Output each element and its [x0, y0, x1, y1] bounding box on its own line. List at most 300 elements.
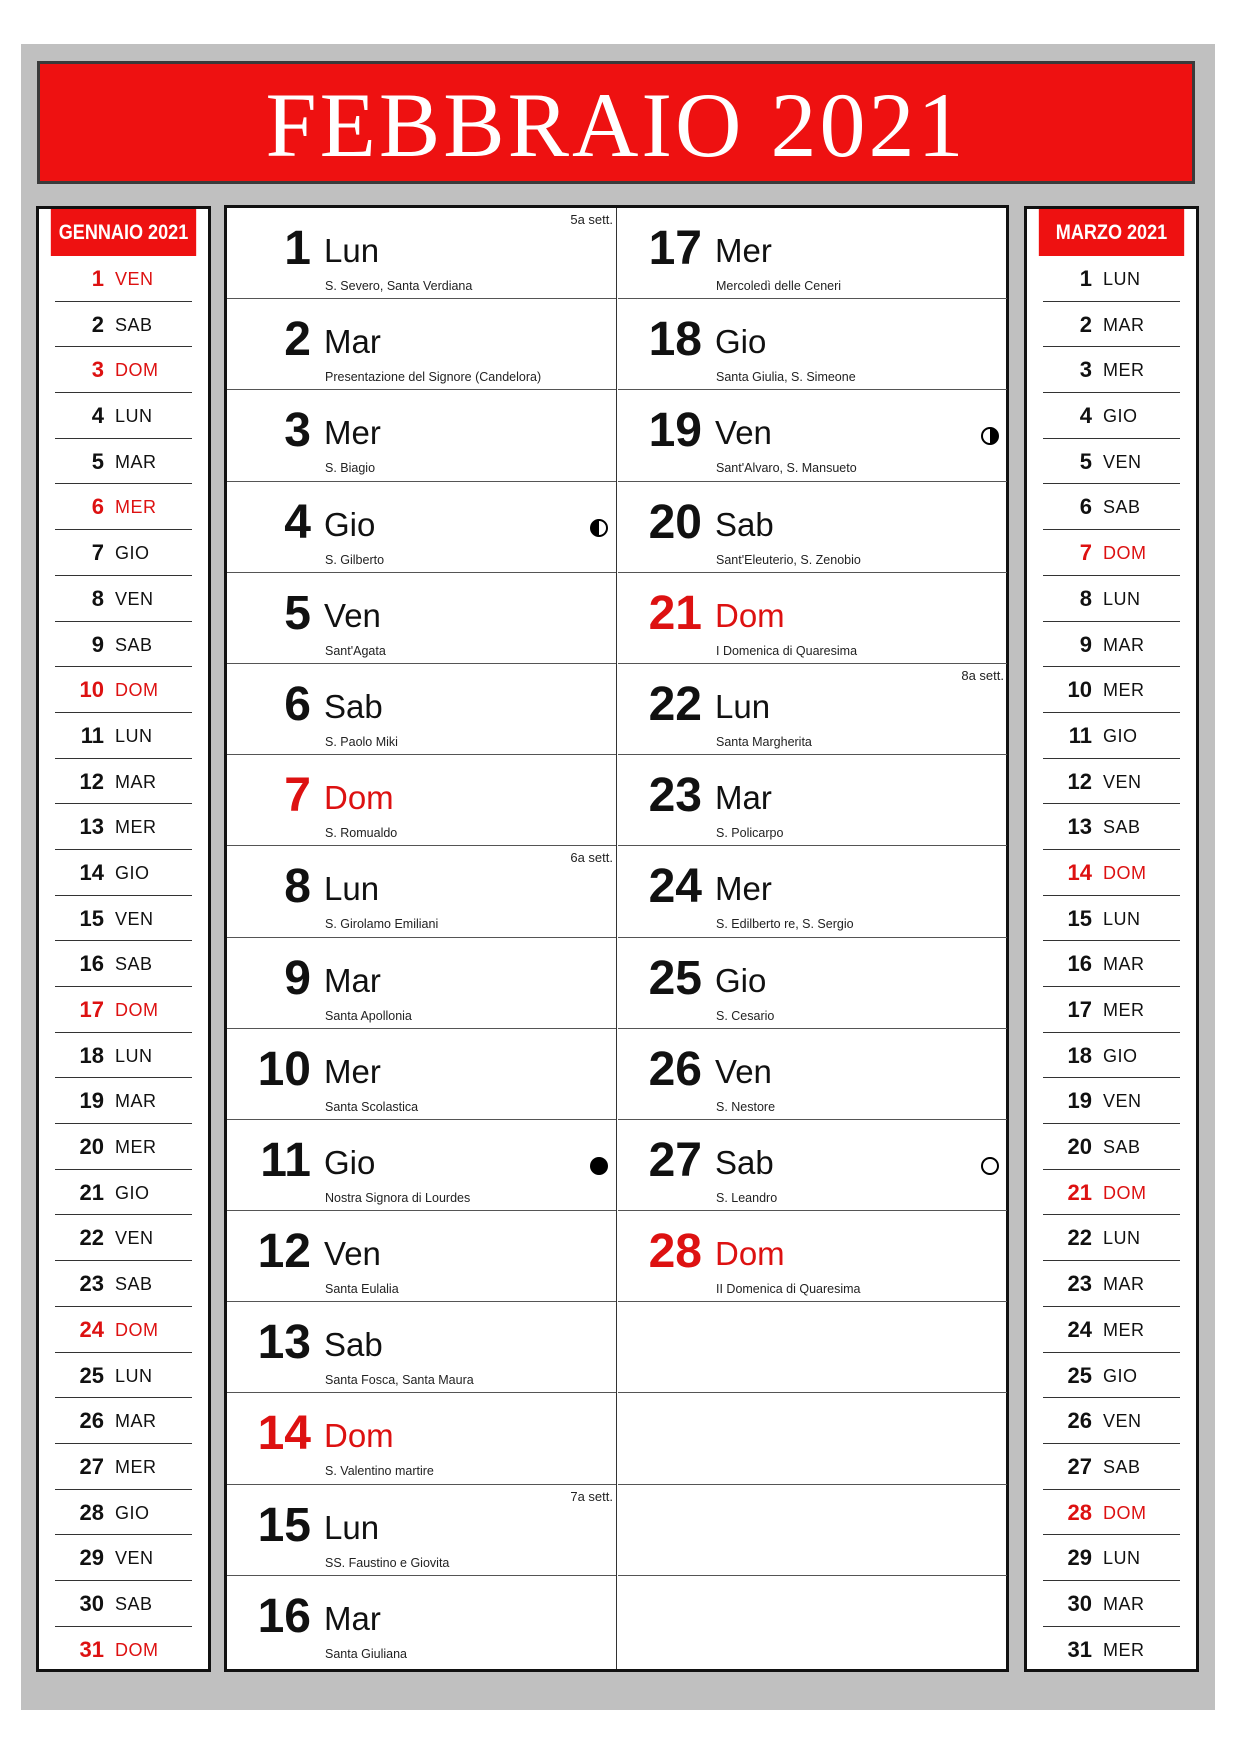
day-cell — [618, 755, 1007, 846]
side-day-number: 31 — [79, 1636, 104, 1662]
day-cell — [618, 846, 1007, 937]
day-number: 11 — [260, 1133, 311, 1187]
day-number: 2 — [284, 313, 311, 367]
day-number: 16 — [257, 1589, 311, 1643]
day-number: 1 — [284, 222, 311, 275]
side-day-name: DOM — [115, 1000, 159, 1020]
day-cell — [618, 1120, 1007, 1211]
side-day-name: SAB — [115, 1593, 153, 1614]
side-day-number: 4 — [91, 403, 104, 429]
prev-month-title: GENNAIO 2021 — [51, 209, 196, 256]
side-day-name: MAR — [115, 451, 157, 472]
side-day-row — [1027, 1627, 1196, 1673]
day-number: 18 — [648, 313, 702, 367]
next-month-title: MARZO 2021 — [1039, 209, 1184, 256]
side-day-row — [39, 1215, 208, 1261]
side-day-number: 29 — [1067, 1545, 1092, 1571]
side-day-number: 6 — [91, 494, 104, 520]
side-day-name: SAB — [115, 634, 153, 655]
day-cell — [618, 482, 1007, 573]
side-day-row — [1027, 1353, 1196, 1399]
side-day-row — [39, 302, 208, 348]
side-day-row — [1027, 667, 1196, 713]
side-day-number: 23 — [1067, 1271, 1092, 1297]
saint-name: Santa Giuliana — [325, 1646, 408, 1661]
day-number: 20 — [648, 495, 702, 549]
side-day-row — [1027, 759, 1196, 805]
day-cell — [227, 846, 616, 937]
side-day-number: 6 — [1079, 494, 1092, 520]
weekday-name: Mer — [715, 870, 772, 908]
day-number: 7 — [284, 769, 311, 823]
day-number: 19 — [648, 404, 702, 458]
side-day-number: 12 — [79, 768, 104, 794]
side-day-row — [39, 1124, 208, 1170]
side-day-name: VEN — [115, 908, 154, 929]
side-day-name: VEN — [1103, 451, 1142, 472]
saint-name: S. Edilberto re, S. Sergio — [716, 917, 854, 932]
side-day-name: MAR — [1103, 1274, 1145, 1295]
day-cell — [227, 664, 616, 755]
saint-name: Santa Apollonia — [325, 1008, 412, 1023]
weekday-name: Dom — [324, 1417, 394, 1455]
side-day-row — [39, 987, 208, 1033]
side-day-name: DOM — [115, 1639, 159, 1660]
side-day-number: 22 — [79, 1225, 104, 1251]
side-day-name: LUN — [115, 1365, 153, 1386]
empty-cell — [618, 1485, 1007, 1576]
side-day-number: 20 — [79, 1134, 104, 1160]
last-quarter-moon-icon — [590, 519, 608, 537]
side-day-number: 13 — [79, 814, 104, 840]
month-title: FEBBRAIO 2021 — [265, 73, 967, 176]
weekday-name: Ven — [324, 596, 381, 634]
month-column-1 — [227, 208, 616, 1669]
side-day-name: MAR — [1103, 954, 1145, 975]
saint-name: S. Leandro — [716, 1190, 778, 1205]
side-day-row — [1027, 1398, 1196, 1444]
side-day-row — [39, 1444, 208, 1490]
side-day-row — [1027, 713, 1196, 759]
side-day-number: 8 — [1079, 585, 1092, 611]
day-cell — [618, 664, 1007, 755]
side-day-row — [39, 941, 208, 987]
side-day-name: MAR — [115, 1411, 157, 1432]
side-day-number: 24 — [79, 1316, 104, 1342]
side-day-name: MER — [115, 1137, 157, 1158]
weekday-name: Gio — [324, 1143, 376, 1181]
day-cell — [227, 299, 616, 390]
day-cell — [618, 208, 1007, 299]
side-day-name: LUN — [1103, 908, 1141, 929]
side-day-number: 15 — [79, 905, 104, 931]
side-day-row — [1027, 302, 1196, 348]
weekday-name: Sab — [324, 1326, 383, 1364]
side-day-number: 9 — [1079, 631, 1092, 657]
day-number: 23 — [648, 769, 702, 823]
saint-name: S. Paolo Miki — [325, 734, 398, 749]
side-day-row — [39, 1307, 208, 1353]
side-day-name: VEN — [1103, 1411, 1142, 1432]
weekday-name: Sab — [715, 1143, 774, 1181]
side-day-number: 3 — [1079, 357, 1092, 383]
side-day-name: VEN — [115, 269, 154, 289]
side-day-number: 25 — [1067, 1362, 1092, 1388]
side-day-row — [39, 439, 208, 485]
side-day-name: DOM — [115, 360, 159, 381]
weekday-name: Sab — [715, 505, 774, 543]
side-day-name: MAR — [1103, 1593, 1145, 1614]
weekday-name: Dom — [324, 779, 394, 817]
side-day-row — [1027, 1307, 1196, 1353]
side-day-row — [1027, 256, 1196, 302]
side-day-row — [1027, 439, 1196, 485]
side-day-row — [39, 713, 208, 759]
side-day-name: MER — [115, 817, 157, 838]
day-cell — [227, 1302, 616, 1393]
side-day-name: GIO — [115, 543, 150, 564]
side-day-number: 3 — [91, 357, 104, 383]
side-day-row — [39, 1353, 208, 1399]
day-cell — [227, 390, 616, 481]
weekday-name: Ven — [715, 1052, 772, 1090]
day-cell — [227, 1211, 616, 1302]
side-day-number: 16 — [1067, 951, 1092, 977]
side-day-row — [1027, 393, 1196, 439]
side-day-name: SAB — [1103, 497, 1141, 518]
side-day-name: SAB — [115, 954, 153, 975]
side-day-name: GIO — [1103, 1365, 1138, 1386]
side-day-name: VEN — [115, 588, 154, 609]
next-month-panel — [1024, 206, 1199, 1672]
weekday-name: Gio — [715, 961, 767, 999]
side-day-number: 24 — [1067, 1316, 1092, 1342]
side-day-number: 28 — [79, 1499, 104, 1525]
weekday-name: Lun — [324, 1508, 380, 1546]
side-day-name: GIO — [1103, 406, 1138, 427]
day-number: 13 — [257, 1316, 311, 1370]
side-day-name: DOM — [1103, 1182, 1147, 1203]
side-day-row — [39, 1535, 208, 1581]
side-day-number: 18 — [79, 1042, 104, 1068]
prev-month-list — [39, 256, 208, 1672]
weekday-name: Mar — [324, 1599, 381, 1637]
side-day-number: 22 — [1067, 1225, 1092, 1251]
day-cell — [227, 208, 616, 299]
day-number: 9 — [284, 951, 311, 1005]
side-day-number: 17 — [79, 997, 104, 1022]
weekday-name: Ven — [715, 414, 772, 452]
weekday-name: Lun — [324, 870, 380, 908]
weekday-name: Dom — [715, 1235, 785, 1273]
side-day-row — [39, 667, 208, 713]
day-number: 14 — [257, 1407, 311, 1461]
saint-name: Santa Margherita — [716, 734, 812, 749]
prev-month-panel — [36, 206, 211, 1672]
side-day-number: 11 — [1068, 722, 1092, 748]
side-day-row — [1027, 1033, 1196, 1079]
side-day-name: MER — [1103, 1000, 1145, 1020]
side-day-row — [39, 804, 208, 850]
side-day-number: 11 — [80, 722, 104, 748]
week-number: 5a sett. — [570, 212, 613, 227]
side-day-name: LUN — [115, 406, 153, 427]
side-day-number: 26 — [1067, 1408, 1092, 1434]
empty-cell — [618, 1576, 1007, 1667]
side-day-number: 15 — [1067, 905, 1092, 931]
side-day-name: LUN — [1103, 1228, 1141, 1249]
day-cell — [618, 938, 1007, 1029]
day-cell — [618, 1211, 1007, 1302]
weekday-name: Mar — [324, 961, 381, 999]
side-day-name: GIO — [115, 1182, 150, 1203]
side-day-name: SAB — [1103, 817, 1141, 838]
month-grid — [224, 205, 1009, 1672]
day-number: 17 — [648, 222, 702, 275]
side-day-number: 23 — [79, 1271, 104, 1297]
side-day-name: VEN — [115, 1228, 154, 1249]
side-day-name: VEN — [1103, 771, 1142, 792]
month-banner — [37, 61, 1195, 184]
side-day-number: 14 — [1067, 859, 1092, 885]
side-day-number: 12 — [1067, 768, 1092, 794]
side-day-number: 18 — [1067, 1042, 1092, 1068]
day-cell — [227, 1393, 616, 1484]
side-day-name: VEN — [1103, 1091, 1142, 1112]
side-day-number: 1 — [91, 266, 104, 291]
side-day-name: SAB — [1103, 1137, 1141, 1158]
side-day-row — [39, 256, 208, 302]
month-column-2 — [618, 208, 1007, 1669]
side-day-number: 31 — [1067, 1636, 1092, 1662]
saint-name: Santa Eulalia — [325, 1282, 399, 1297]
side-day-row — [39, 1170, 208, 1216]
side-day-name: MER — [1103, 680, 1145, 701]
side-day-row — [39, 1261, 208, 1307]
side-day-number: 1 — [1079, 266, 1092, 291]
side-day-number: 20 — [1067, 1134, 1092, 1160]
side-day-number: 21 — [79, 1179, 104, 1205]
side-day-name: GIO — [115, 1502, 150, 1523]
saint-name: S. Policarpo — [716, 826, 784, 841]
side-day-number: 4 — [1079, 403, 1092, 429]
day-number: 15 — [257, 1498, 311, 1552]
week-number: 8a sett. — [961, 667, 1004, 683]
side-day-number: 30 — [79, 1590, 104, 1616]
side-day-row — [1027, 347, 1196, 393]
column-divider — [616, 208, 617, 1669]
side-day-row — [1027, 987, 1196, 1033]
side-day-row — [39, 1033, 208, 1079]
day-number: 10 — [257, 1042, 311, 1096]
side-day-name: MAR — [115, 1091, 157, 1112]
side-day-name: MER — [115, 1456, 157, 1477]
week-number: 7a sett. — [570, 1488, 613, 1504]
side-day-row — [39, 484, 208, 530]
side-day-row — [1027, 1078, 1196, 1124]
side-day-row — [39, 530, 208, 576]
side-day-row — [39, 850, 208, 896]
side-day-name: DOM — [1103, 1502, 1147, 1523]
day-cell — [227, 573, 616, 664]
day-cell — [227, 755, 616, 846]
side-day-name: DOM — [115, 1319, 159, 1340]
side-day-number: 21 — [1067, 1179, 1092, 1205]
side-day-number: 13 — [1067, 814, 1092, 840]
side-day-number: 25 — [79, 1362, 104, 1388]
side-day-name: MER — [1103, 1319, 1145, 1340]
day-number: 26 — [648, 1042, 702, 1096]
saint-name: S. Cesario — [716, 1008, 775, 1023]
weekday-name: Gio — [715, 323, 767, 361]
saint-name: Santa Scolastica — [325, 1099, 419, 1114]
side-day-number: 2 — [1079, 311, 1092, 337]
side-day-row — [39, 759, 208, 805]
day-cell — [227, 1485, 616, 1576]
side-day-name: SAB — [1103, 1456, 1141, 1477]
first-quarter-moon-icon — [981, 427, 999, 445]
side-day-row — [1027, 1124, 1196, 1170]
side-day-name: GIO — [1103, 1045, 1138, 1066]
side-day-name: GIO — [115, 862, 150, 883]
day-number: 4 — [284, 495, 311, 549]
side-day-row — [1027, 1261, 1196, 1307]
saint-name: SS. Faustino e Giovita — [325, 1555, 450, 1570]
side-day-row — [39, 1581, 208, 1627]
side-day-number: 2 — [91, 311, 104, 337]
empty-cell — [618, 1302, 1007, 1393]
side-day-row — [39, 576, 208, 622]
side-day-number: 7 — [1079, 540, 1092, 566]
side-day-name: DOM — [1103, 862, 1147, 883]
side-day-name: LUN — [1103, 269, 1141, 289]
side-day-name: LUN — [115, 725, 153, 746]
full-moon-icon — [981, 1157, 999, 1175]
side-day-row — [39, 1490, 208, 1536]
side-day-name: MAR — [1103, 314, 1145, 335]
side-day-number: 8 — [91, 585, 104, 611]
day-number: 3 — [284, 404, 311, 458]
side-day-row — [1027, 850, 1196, 896]
new-moon-icon — [590, 1157, 608, 1175]
saint-name: II Domenica di Quaresima — [716, 1282, 861, 1297]
weekday-name: Gio — [324, 505, 376, 543]
weekday-name: Lun — [715, 687, 771, 725]
day-number: 24 — [648, 860, 702, 914]
saint-name: S. Valentino martire — [325, 1464, 434, 1479]
side-day-row — [1027, 576, 1196, 622]
saint-name: Sant'Eleuterio, S. Zenobio — [716, 552, 861, 567]
day-cell — [618, 299, 1007, 390]
side-day-name: MER — [115, 497, 157, 518]
day-cell — [618, 573, 1007, 664]
side-day-number: 7 — [91, 540, 104, 566]
day-number: 22 — [648, 677, 702, 731]
day-cell — [227, 1576, 616, 1667]
next-month-list — [1027, 256, 1196, 1672]
side-day-number: 27 — [79, 1453, 104, 1479]
saint-name: Sant'Agata — [325, 643, 386, 658]
day-number: 6 — [284, 677, 311, 731]
side-day-number: 28 — [1067, 1499, 1092, 1525]
day-cell — [618, 390, 1007, 481]
side-day-row — [1027, 1581, 1196, 1627]
day-number: 27 — [648, 1133, 702, 1187]
weekday-name: Mar — [715, 779, 772, 817]
side-day-number: 14 — [79, 859, 104, 885]
saint-name: Mercoledì delle Ceneri — [716, 279, 842, 293]
saint-name: S. Romualdo — [325, 826, 398, 841]
side-day-number: 5 — [1079, 448, 1092, 474]
weekday-name: Mar — [324, 323, 381, 361]
side-day-name: MER — [1103, 360, 1145, 381]
side-day-name: GIO — [1103, 725, 1138, 746]
saint-name: Sant'Alvaro, S. Mansueto — [716, 461, 857, 476]
day-number: 28 — [648, 1225, 702, 1279]
side-day-row — [39, 1078, 208, 1124]
weekday-name: Ven — [324, 1235, 381, 1273]
side-day-name: DOM — [1103, 543, 1147, 564]
saint-name: S. Biagio — [325, 461, 376, 476]
empty-cell — [618, 1393, 1007, 1484]
side-day-number: 29 — [79, 1545, 104, 1571]
side-day-name: VEN — [115, 1548, 154, 1569]
side-day-number: 5 — [91, 448, 104, 474]
saint-name: Santa Fosca, Santa Maura — [325, 1373, 474, 1388]
week-number: 6a sett. — [570, 850, 613, 866]
day-cell — [227, 938, 616, 1029]
weekday-name: Mer — [715, 232, 772, 269]
side-day-name: MER — [1103, 1639, 1145, 1660]
day-cell — [618, 1029, 1007, 1120]
side-day-number: 16 — [79, 951, 104, 977]
day-number: 12 — [257, 1225, 311, 1279]
day-number: 5 — [284, 586, 311, 640]
side-day-name: MAR — [1103, 634, 1145, 655]
saint-name: Santa Giulia, S. Simeone — [716, 370, 856, 385]
side-day-number: 27 — [1067, 1453, 1092, 1479]
weekday-name: Mer — [324, 414, 381, 452]
side-day-name: SAB — [115, 1274, 153, 1295]
side-day-row — [1027, 1170, 1196, 1216]
saint-name: Nostra Signora di Lourdes — [325, 1190, 471, 1205]
side-day-number: 30 — [1067, 1590, 1092, 1616]
side-day-row — [39, 1627, 208, 1673]
saint-name: Presentazione del Signore (Candelora) — [325, 370, 542, 385]
saint-name: S. Gilberto — [325, 552, 385, 567]
saint-name: S. Severo, Santa Verdiana — [325, 279, 473, 293]
side-day-name: LUN — [115, 1045, 153, 1066]
side-day-name: DOM — [115, 680, 159, 701]
side-day-row — [39, 896, 208, 942]
saint-name: S. Girolamo Emiliani — [325, 917, 439, 932]
side-day-number: 10 — [79, 677, 104, 703]
side-day-row — [1027, 896, 1196, 942]
side-day-number: 17 — [1067, 997, 1092, 1022]
side-day-row — [1027, 1535, 1196, 1581]
side-day-row — [1027, 1490, 1196, 1536]
side-day-number: 26 — [79, 1408, 104, 1434]
side-day-name: MAR — [115, 771, 157, 792]
day-number: 8 — [284, 860, 311, 914]
side-day-number: 19 — [1067, 1088, 1092, 1114]
weekday-name: Dom — [715, 596, 785, 634]
side-day-name: LUN — [1103, 1548, 1141, 1569]
day-cell — [227, 1120, 616, 1211]
side-day-row — [1027, 530, 1196, 576]
day-cell — [227, 1029, 616, 1120]
side-day-number: 19 — [79, 1088, 104, 1114]
